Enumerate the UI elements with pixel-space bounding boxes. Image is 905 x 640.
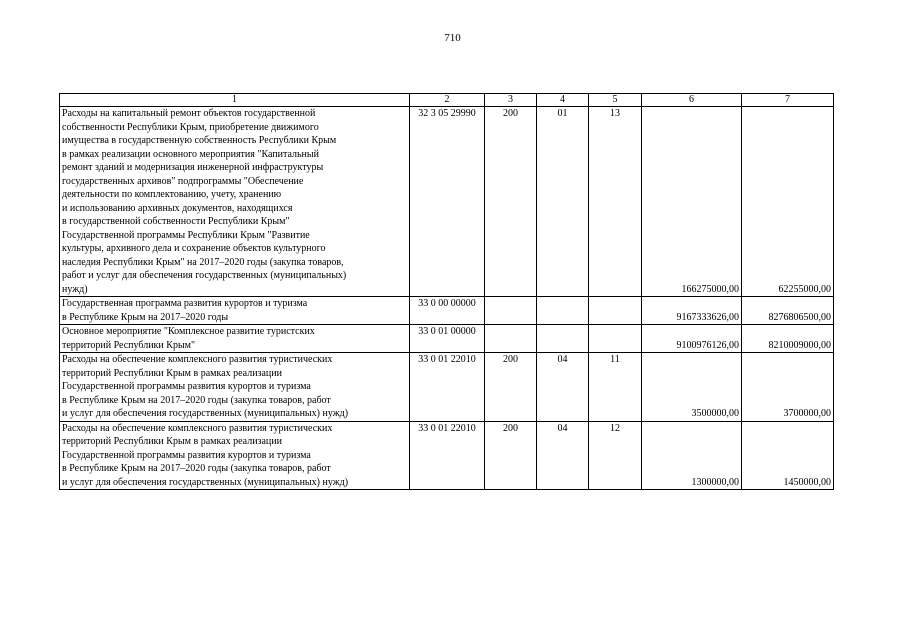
row-col3: 200 — [485, 107, 537, 297]
row-col3 — [485, 297, 537, 325]
row-sum-col7: 8210009000,00 — [742, 325, 834, 353]
header-row — [60, 94, 834, 107]
row-description: Расходы на обеспечение комплексного развития туристических территорий Республики Крым в рамках реализации Государственной программы развития курортов и туризма в Республике Крым на 2017–2020 годы (закупка товаров, работ и услуг для обеспечения государственных (муниципальных) нужд) — [60, 353, 410, 422]
table-row — [60, 421, 834, 490]
row-code: 33 0 01 22010 — [410, 421, 485, 490]
row-code: 33 0 00 00000 — [410, 297, 485, 325]
row-col5: 12 — [589, 421, 642, 490]
row-col4 — [537, 325, 589, 353]
row-col3 — [485, 325, 537, 353]
row-col5 — [589, 325, 642, 353]
row-sum-col7: 62255000,00 — [742, 107, 834, 297]
row-sum-col6: 3500000,00 — [642, 353, 742, 422]
row-col4: 01 — [537, 107, 589, 297]
row-sum-col6: 9100976126,00 — [642, 325, 742, 353]
row-sum-col6: 1300000,00 — [642, 421, 742, 490]
row-col4: 04 — [537, 353, 589, 422]
row-col3: 200 — [485, 421, 537, 490]
header-cell: 3 — [485, 94, 537, 107]
table-row — [60, 325, 834, 353]
row-col5 — [589, 297, 642, 325]
row-code: 33 0 01 00000 — [410, 325, 485, 353]
table-row — [60, 297, 834, 325]
budget-table — [59, 93, 834, 490]
row-sum-col7: 3700000,00 — [742, 353, 834, 422]
header-cell: 6 — [642, 94, 742, 107]
row-description: Расходы на капитальный ремонт объектов государственной собственности Республики Крым, приобретение движимого имущества в государственную собственность Республики Крым в рамках реализации основного мероприятия "Капитальный ремонт зданий и модернизация инженерной инфраструктуры государственных архивов" подпрограммы "Обеспечение деятельности по комплектованию, учету, хранению и использованию архивных документов, находящихся в государственной собственности Республики Крым" Государственной программы Республики Крым "Развитие культуры, архивного дела и сохранение объектов культурного наследия Республики Крым" на 2017–2020 годы (закупка товаров, работ и услуг для обеспечения государственных (муниципальных) нужд) — [60, 107, 410, 297]
row-description: Государственная программа развития курортов и туризма в Республике Крым на 2017–2020 годы — [60, 297, 410, 325]
row-code: 32 3 05 29990 — [410, 107, 485, 297]
table-row — [60, 107, 834, 297]
table-row — [60, 353, 834, 422]
row-col5: 11 — [589, 353, 642, 422]
row-sum-col6: 166275000,00 — [642, 107, 742, 297]
row-description: Основное мероприятие "Комплексное развитие туристских территорий Республики Крым" — [60, 325, 410, 353]
row-sum-col7: 1450000,00 — [742, 421, 834, 490]
row-col4 — [537, 297, 589, 325]
header-cell: 7 — [742, 94, 834, 107]
row-col4: 04 — [537, 421, 589, 490]
header-cell: 2 — [410, 94, 485, 107]
header-cell: 5 — [589, 94, 642, 107]
table-body — [60, 94, 834, 490]
header-cell: 4 — [537, 94, 589, 107]
row-sum-col6: 9167333626,00 — [642, 297, 742, 325]
row-description: Расходы на обеспечение комплексного развития туристических территорий Республики Крым в рамках реализации Государственной программы развития курортов и туризма в Республике Крым на 2017–2020 годы (закупка товаров, работ и услуг для обеспечения государственных (муниципальных) нужд) — [60, 421, 410, 490]
row-col5: 13 — [589, 107, 642, 297]
row-code: 33 0 01 22010 — [410, 353, 485, 422]
row-col3: 200 — [485, 353, 537, 422]
header-cell: 1 — [60, 94, 410, 107]
row-sum-col7: 8276806500,00 — [742, 297, 834, 325]
page-number: 710 — [444, 32, 461, 44]
